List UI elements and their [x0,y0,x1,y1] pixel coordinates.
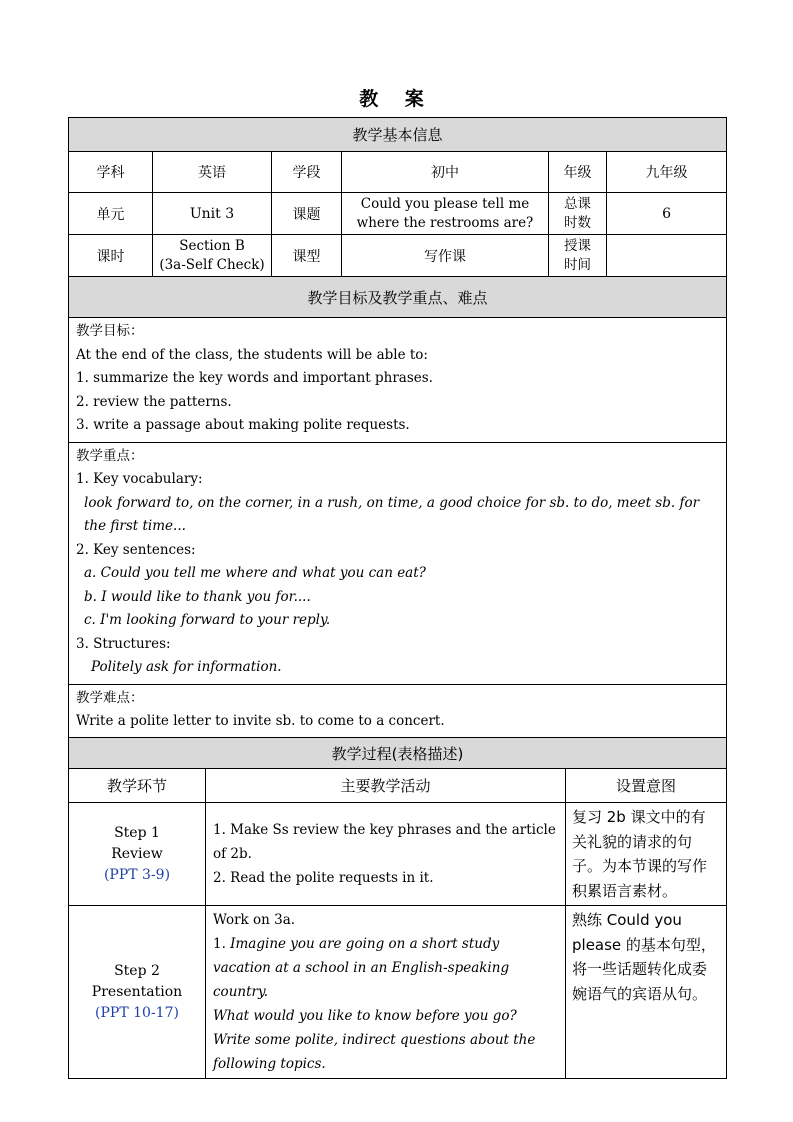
key-sentence: a. Could you tell me where and what you can eat? [84,565,426,581]
basic-info-header: 教学基本信息 [69,118,727,152]
process-table [68,737,727,1079]
unit-value: Unit 3 [153,193,272,235]
subject-value: 英语 [153,152,272,193]
structures-text: Politely ask for information. [91,659,282,675]
period-value-line1: Section B [179,237,245,254]
total-hours-label [549,193,607,235]
stage-value: 初中 [342,152,549,193]
step2-activity-item [213,932,558,1004]
step2-activity-num: 1. [213,936,231,952]
key-title: 教学重点： [76,447,144,464]
col-activity-header: 主要教学活动 [206,769,566,803]
key-vocab: look forward to, on the corner, in a rush, on time, a good choice for sb. to do, meet sb. for the first time... [84,494,700,534]
type-value: 写作课 [342,235,549,277]
goal-item: 2. review the patterns. [76,393,232,410]
topic-label: 课题 [272,193,342,235]
step2-name: Step 2 [114,962,160,979]
document-title: 教 案 [359,88,434,110]
step1-activity-item: 2. Read the polite requests in it. [213,870,434,886]
goal-item: 3. write a passage about making polite requests. [76,417,410,433]
type-label: 课型 [272,235,342,277]
grade-value: 九年级 [607,152,727,193]
step1-activity [206,803,566,906]
structures-label: 3. Structures: [76,635,171,652]
difficult-text: Write a polite letter to invite sb. to come to a concert. [76,713,445,729]
col-intent-header: 设置意图 [566,769,727,803]
key-points-cell [69,442,727,684]
step1-cell [69,803,206,906]
difficult-title: 教学难点： [76,689,144,706]
topic-value [342,193,549,235]
objectives-header: 教学目标及教学重点、难点 [69,277,727,318]
step1-name: Step 1 [114,824,160,841]
basic-info-table [68,117,727,753]
teaching-goals-cell [69,318,727,443]
step1-intent: 复习 2b 课文中的有关礼貌的请求的句子。为本节课的写作积累语言素材。 [566,803,727,906]
topic-value-line1: Could you please tell me [360,195,530,212]
goals-intro: At the end of the class, the students will be able to: [76,346,428,363]
col-step-header: 教学环节 [69,769,206,803]
step1-sub: Review [111,845,163,862]
unit-label: 单元 [69,193,153,235]
step2-ppt: (PPT 10-17) [95,1004,179,1021]
grade-label: 年级 [549,152,607,193]
time-value [607,235,727,277]
step2-activity-item: Write some polite, indirect questions about the following topics. [213,1032,536,1072]
subject-label: 学科 [69,152,153,193]
step2-cell [69,906,206,1079]
goal-item: 1. summarize the key words and important phrases. [76,370,433,386]
time-label-line1: 授课 [564,237,591,254]
key-vocab-label: 1. Key vocabulary: [76,471,203,487]
time-label [549,235,607,277]
step1-ppt: (PPT 3-9) [103,866,171,883]
key-sentence: b. I would like to thank you for.... [84,588,311,605]
key-sentence: c. I'm looking forward to your reply. [84,612,331,628]
total-hours-label-line2: 时数 [564,214,591,231]
key-sentences-label: 2. Key sentences: [76,541,196,558]
time-label-line2: 时间 [564,256,591,273]
period-label: 课时 [69,235,153,277]
process-header: 教学过程(表格描述) [69,738,727,769]
period-value [153,235,272,277]
step2-activity-item: What would you like to know before you go? [213,1008,517,1024]
step2-intent: 熟练 Could you please 的基本句型，将一些话题转化成委婉语气的宾语从句。 [566,906,727,1079]
period-value-line2: (3a-Self Check) [159,256,265,273]
goals-title: 教学目标： [76,323,144,339]
topic-value-line2: where the restrooms are? [356,214,534,231]
step2-activity [206,906,566,1079]
stage-label: 学段 [272,152,342,193]
step2-activity-intro: Work on 3a. [213,912,296,928]
step2-activity-text: Imagine you are going on a short study vacation at a school in an English-speaking country. [213,936,510,1000]
step1-activity-item: 1. Make Ss review the key phrases and the article of 2b. [213,822,556,862]
total-hours-label-line1: 总课 [564,195,591,212]
total-hours-value: 6 [607,193,727,235]
step2-sub: Presentation [91,983,183,1000]
